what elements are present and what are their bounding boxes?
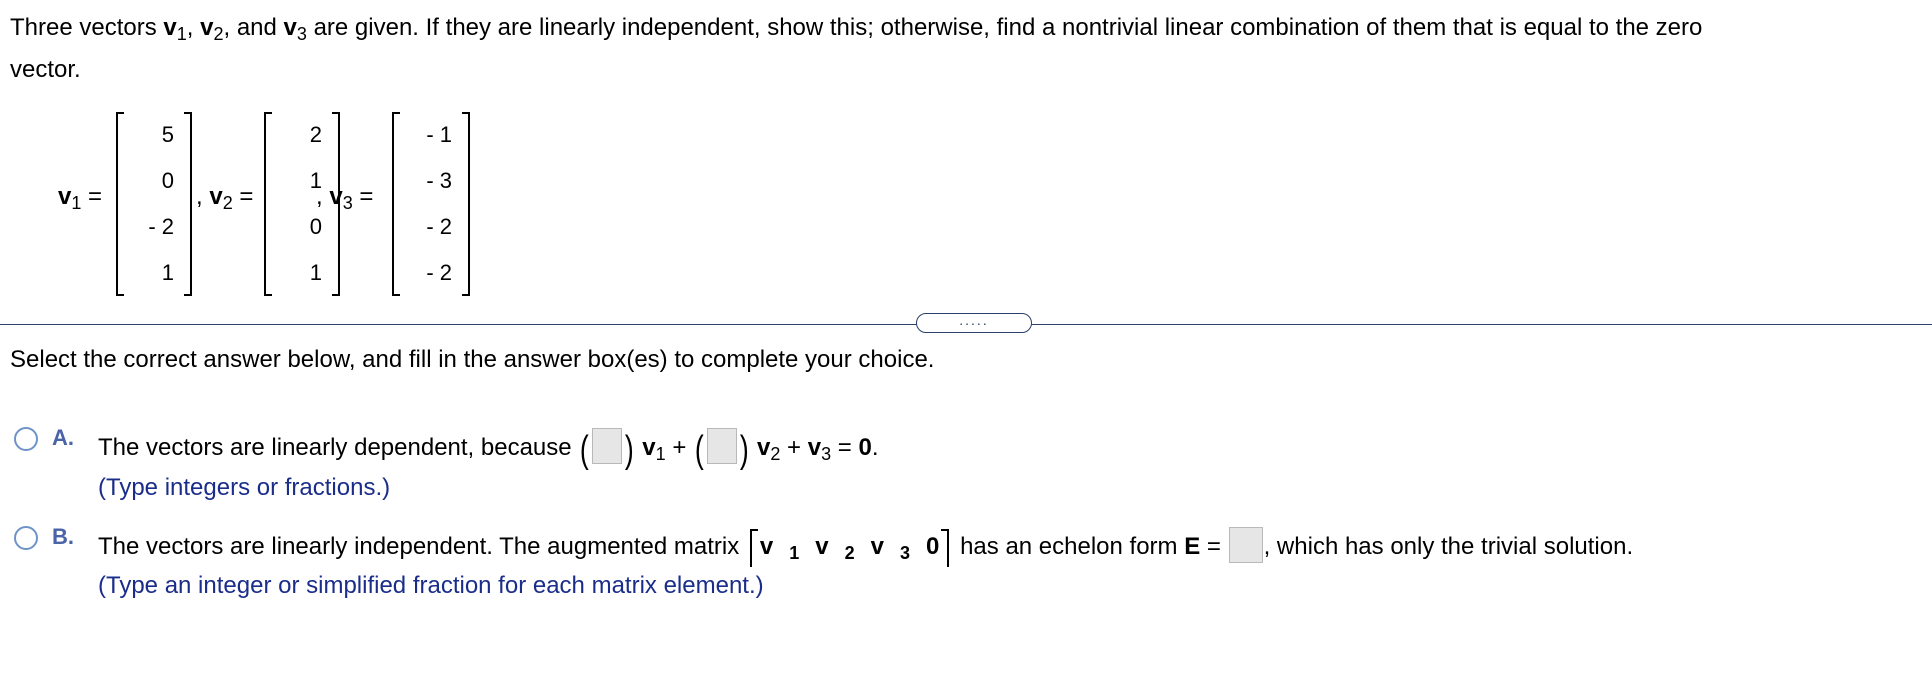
augmented-matrix bbox=[750, 533, 949, 561]
v2-label-sub: 2 bbox=[222, 193, 233, 213]
paren-close-icon: ) bbox=[739, 429, 749, 471]
v3-label-sub: 3 bbox=[342, 193, 353, 213]
vector-v1-label: $v_1$ = bbox=[58, 183, 103, 213]
expand-toggle-button[interactable]: ..... bbox=[916, 313, 1032, 333]
v2-sub: 2 bbox=[213, 24, 224, 44]
aug-v2-symbol: v bbox=[815, 533, 829, 560]
choice-a-v2-sub: 2 bbox=[770, 444, 781, 464]
choice-b-text-after: , which has only the trivial solution. bbox=[1263, 533, 1634, 560]
vector-v2-label: , $v_2$ = bbox=[196, 183, 254, 213]
question-part2: are given. If they are linearly independent, show this; otherwise, find a nontrivial linear combination of them that is equal to the zero bbox=[306, 14, 1703, 41]
choice-b-hint: (Type an integer or simplified fraction for each matrix element.) bbox=[98, 572, 764, 599]
choice-a-radio[interactable] bbox=[14, 427, 38, 451]
matrix-cell: 5 bbox=[161, 122, 174, 147]
choice-a-v1: v bbox=[642, 434, 656, 461]
v2-label-symbol: v bbox=[209, 183, 223, 210]
matrix-cell: 1 bbox=[309, 260, 322, 285]
matrix-cell: 0 bbox=[309, 214, 322, 239]
bracket-left bbox=[264, 112, 272, 296]
choice-a-hint: (Type integers or fractions.) bbox=[98, 474, 391, 501]
choice-a-text: The vectors are linearly dependent, because ( ) $v_1$ + ( ) $v_2 + v_3 = 0$. bbox=[98, 429, 879, 471]
equals-sign: = bbox=[1206, 533, 1221, 560]
choice-a-text-before: The vectors are linearly dependent, because bbox=[98, 434, 572, 461]
question-part1: Three vectors bbox=[10, 14, 164, 41]
bracket-right bbox=[462, 112, 470, 296]
v3-label-symbol: v bbox=[329, 183, 343, 210]
bracket-right bbox=[184, 112, 192, 296]
answer-box-coef2[interactable] bbox=[707, 428, 737, 464]
vector-v3-label: , $v_3$ = bbox=[316, 183, 374, 213]
bracket-left bbox=[392, 112, 400, 296]
v1-sub: 1 bbox=[176, 24, 187, 44]
choice-b-text bbox=[98, 527, 1633, 563]
bracket-left bbox=[116, 112, 124, 296]
matrix-cell: 0 bbox=[161, 168, 174, 193]
aug-v1-symbol: v bbox=[759, 533, 774, 560]
zero-vector: 0 bbox=[858, 434, 872, 461]
matrix-cell: 1 bbox=[309, 168, 322, 193]
paren-close-icon: ) bbox=[624, 429, 634, 471]
v2-symbol: v bbox=[200, 14, 214, 41]
choice-a-letter: A. bbox=[52, 425, 74, 450]
aug-v3-sub: 3 bbox=[900, 543, 911, 563]
question-line2: vector. bbox=[10, 56, 81, 83]
aug-v3 bbox=[870, 533, 911, 563]
aug-v1 bbox=[759, 533, 800, 563]
vector-v1-matrix bbox=[116, 112, 192, 296]
matrix-cell: - 3 bbox=[426, 168, 452, 193]
vector-v3-matrix bbox=[392, 112, 470, 296]
choice-a-v3-sub: 3 bbox=[821, 444, 832, 464]
choice-a-v3: v bbox=[807, 434, 822, 461]
aug-v1-sub: 1 bbox=[789, 543, 800, 563]
matrix-cell: - 1 bbox=[426, 122, 452, 147]
instructions-text: Select the correct answer below, and fill in the answer box(es) to complete your choice. bbox=[10, 346, 935, 373]
echelon-E: E bbox=[1184, 533, 1201, 560]
choice-a-v2: v bbox=[757, 434, 771, 461]
question-text: Three vectors $v_1$, $v_2$, and $v_3$ are given. If they are linearly independent, show this; otherwise, find a nontrivial linear combination of them that is equal to the zero vector. bbox=[10, 14, 1703, 83]
choice-b-radio[interactable] bbox=[14, 526, 38, 550]
v1-label-symbol: v bbox=[58, 183, 72, 210]
paren-open-icon: ( bbox=[580, 429, 590, 471]
matrix-cell: 1 bbox=[161, 260, 174, 285]
answer-box-echelon[interactable] bbox=[1229, 527, 1263, 563]
matrix-cell: 2 bbox=[309, 122, 322, 147]
aug-v3-symbol: v bbox=[870, 533, 885, 560]
matrix-cell: - 2 bbox=[148, 214, 174, 239]
matrix-cell: - 2 bbox=[426, 214, 452, 239]
aug-zero: 0 bbox=[926, 533, 940, 560]
choice-a-v1-sub: 1 bbox=[655, 444, 666, 464]
matrix-cell: - 2 bbox=[426, 260, 452, 285]
v1-label-sub: 1 bbox=[71, 193, 82, 213]
aug-v2 bbox=[815, 533, 855, 563]
choice-b-letter: B. bbox=[52, 524, 74, 549]
plus-sign: + bbox=[672, 434, 687, 461]
v1-symbol: v bbox=[163, 14, 177, 41]
v3-sub: 3 bbox=[296, 24, 307, 44]
choice-b-text-before: The vectors are linearly independent. The augmented matrix bbox=[98, 533, 740, 560]
aug-v2-sub: 2 bbox=[844, 543, 855, 563]
v3-symbol: v bbox=[283, 14, 297, 41]
choice-b-text-mid: has an echelon form bbox=[960, 533, 1178, 560]
paren-open-icon: ( bbox=[694, 429, 704, 471]
answer-box-coef1[interactable] bbox=[592, 428, 622, 464]
